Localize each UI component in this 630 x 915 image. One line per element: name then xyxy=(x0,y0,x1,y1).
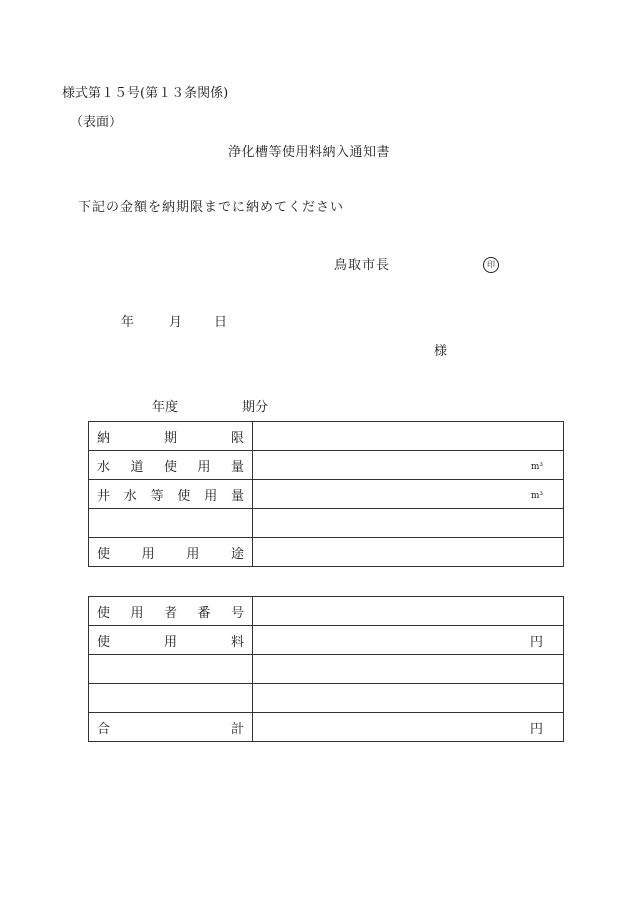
fee-table xyxy=(88,596,564,742)
row-label-char: 限 xyxy=(230,430,244,446)
row-value[interactable] xyxy=(253,655,564,684)
row-value-unit: 円 xyxy=(529,721,543,737)
row-label-char: 等 xyxy=(150,488,164,504)
row-label-char: 水 xyxy=(123,488,137,504)
fiscal-year-label: 年度 xyxy=(152,400,179,415)
row-label-char: 量 xyxy=(230,488,244,504)
row-label-char: 合 xyxy=(97,721,111,737)
row-label xyxy=(89,597,253,626)
row-label xyxy=(89,451,253,480)
row-label-char: 料 xyxy=(230,634,244,650)
fee-table-row xyxy=(89,713,564,742)
row-value[interactable] xyxy=(253,713,564,742)
row-label-char: 番 xyxy=(197,605,211,621)
installment-period-label: 期分 xyxy=(242,400,269,415)
row-label-char: 号 xyxy=(230,605,244,621)
row-label-char: 使 xyxy=(97,546,111,562)
row-label-char: 水 xyxy=(97,459,111,475)
date-month-label: 月 xyxy=(169,315,183,330)
row-value-unit: m³ xyxy=(530,461,543,472)
row-label-char: 用 xyxy=(163,634,177,650)
usage-table xyxy=(88,421,564,567)
issuer-name: 鳥取市長 xyxy=(334,258,391,273)
row-label-char: 使 xyxy=(177,488,191,504)
row-label-char: 者 xyxy=(163,605,177,621)
fee-table-row xyxy=(89,655,564,684)
document-title: 浄化槽等使用料納入通知書 xyxy=(228,145,391,160)
row-label-char: 量 xyxy=(230,459,244,475)
row-value-unit: 円 xyxy=(529,634,543,650)
fee-table-row xyxy=(89,684,564,713)
fee-table-row xyxy=(89,597,564,626)
row-value[interactable] xyxy=(253,684,564,713)
row-label xyxy=(89,713,253,742)
row-label xyxy=(89,422,253,451)
row-label-char: 計 xyxy=(230,721,244,737)
seal-mark: 印 xyxy=(483,257,499,273)
recipient-honorific: 様 xyxy=(434,344,448,359)
row-label xyxy=(89,538,253,567)
row-label-char: 用 xyxy=(197,459,211,475)
row-value[interactable] xyxy=(253,626,564,655)
row-value[interactable] xyxy=(253,509,564,538)
row-value[interactable] xyxy=(253,538,564,567)
row-label-char: 用 xyxy=(130,605,144,621)
row-value[interactable] xyxy=(253,480,564,509)
row-label xyxy=(89,684,253,713)
usage-table-row xyxy=(89,480,564,509)
row-label-char: 井 xyxy=(97,488,111,504)
row-label-char: 用 xyxy=(141,546,155,562)
form-number: 様式第１５号(第１３条関係) xyxy=(62,86,229,101)
usage-table-row xyxy=(89,538,564,567)
usage-table-row xyxy=(89,451,564,480)
row-label-char: 使 xyxy=(163,459,177,475)
date-year-label: 年 xyxy=(121,315,135,330)
payment-instruction: 下記の金額を納期限までに納めてください xyxy=(78,200,345,215)
row-label xyxy=(89,655,253,684)
row-label-char: 納 xyxy=(97,430,111,446)
row-label-char: 使 xyxy=(97,605,111,621)
row-label xyxy=(89,480,253,509)
row-label-char: 道 xyxy=(130,459,144,475)
date-day-label: 日 xyxy=(214,315,228,330)
usage-table-row xyxy=(89,509,564,538)
row-label-char: 期 xyxy=(163,430,177,446)
row-value[interactable] xyxy=(253,597,564,626)
row-value-unit: m³ xyxy=(530,490,543,501)
row-label xyxy=(89,509,253,538)
row-label xyxy=(89,626,253,655)
row-label-char: 使 xyxy=(97,634,111,650)
row-label-char: 用 xyxy=(204,488,218,504)
fee-table-row xyxy=(89,626,564,655)
usage-table-row xyxy=(89,422,564,451)
row-label-char: 途 xyxy=(230,546,244,562)
row-label-char: 用 xyxy=(186,546,200,562)
row-value[interactable] xyxy=(253,451,564,480)
side-label: （表面） xyxy=(70,115,123,130)
row-value[interactable] xyxy=(253,422,564,451)
